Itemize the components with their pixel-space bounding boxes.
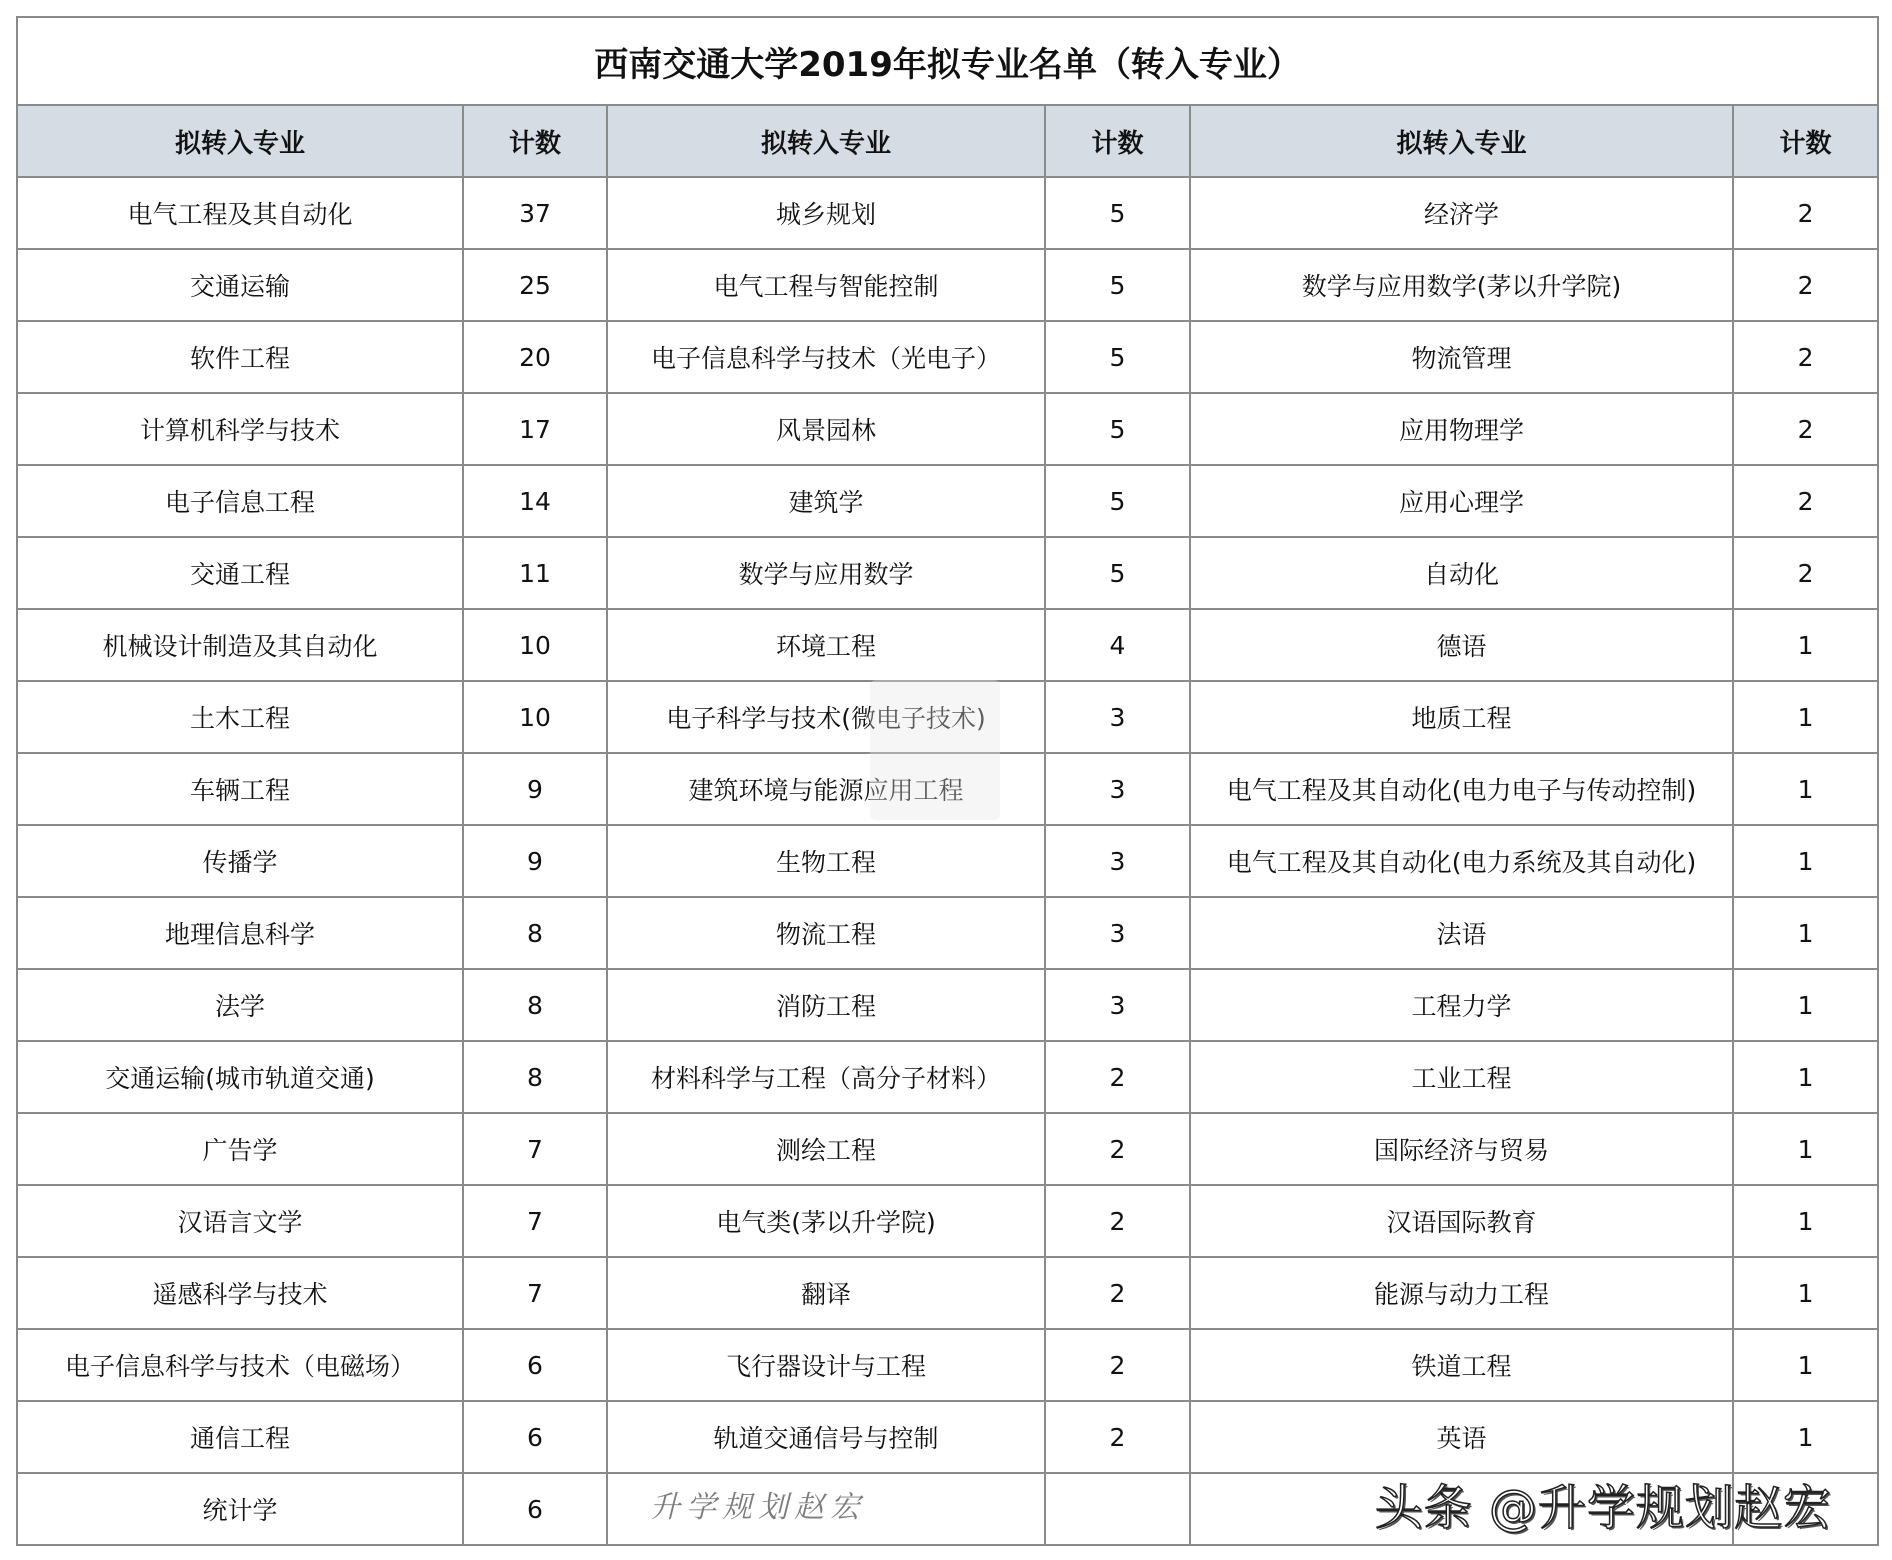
count-cell: 2	[1045, 1041, 1190, 1113]
major-cell: 土木工程	[17, 681, 463, 753]
count-cell: 11	[463, 537, 607, 609]
count-cell: 3	[1045, 681, 1190, 753]
major-cell: 汉语言文学	[17, 1185, 463, 1257]
major-cell: 能源与动力工程	[1190, 1257, 1733, 1329]
major-cell: 交通运输(城市轨道交通)	[17, 1041, 463, 1113]
major-cell: 电气工程及其自动化(电力系统及其自动化)	[1190, 825, 1733, 897]
major-cell: 法学	[17, 969, 463, 1041]
count-cell: 3	[1045, 969, 1190, 1041]
major-cell: 软件工程	[17, 321, 463, 393]
count-cell: 5	[1045, 393, 1190, 465]
count-cell: 2	[1733, 321, 1878, 393]
major-cell: 数学与应用数学	[607, 537, 1045, 609]
table-row	[17, 1185, 1878, 1257]
major-cell: 建筑环境与能源应用工程	[607, 753, 1045, 825]
count-cell: 2	[1733, 537, 1878, 609]
major-cell: 电子信息工程	[17, 465, 463, 537]
table-row	[17, 537, 1878, 609]
count-cell: 1	[1733, 1113, 1878, 1185]
count-cell: 1	[1733, 1401, 1878, 1473]
count-cell: 7	[463, 1185, 607, 1257]
count-cell: 1	[1733, 681, 1878, 753]
major-cell: 计算机科学与技术	[17, 393, 463, 465]
major-cell: 经济学	[1190, 177, 1733, 249]
count-cell: 10	[463, 609, 607, 681]
major-cell: 电气工程及其自动化(电力电子与传动控制)	[1190, 753, 1733, 825]
major-cell: 物流管理	[1190, 321, 1733, 393]
table-row	[17, 1401, 1878, 1473]
count-cell: 2	[1045, 1257, 1190, 1329]
major-cell: 风景园林	[607, 393, 1045, 465]
major-cell: 应用物理学	[1190, 393, 1733, 465]
major-cell: 轨道交通信号与控制	[607, 1401, 1045, 1473]
major-cell: 数学与应用数学(茅以升学院)	[1190, 249, 1733, 321]
major-cell: 测绘工程	[607, 1113, 1045, 1185]
major-cell: 电子信息科学与技术（光电子）	[607, 321, 1045, 393]
major-cell: 建筑学	[607, 465, 1045, 537]
count-cell: 1	[1733, 609, 1878, 681]
major-cell: 材料科学与工程（高分子材料）	[607, 1041, 1045, 1113]
major-cell: 电气工程与智能控制	[607, 249, 1045, 321]
header-major: 拟转入专业	[17, 105, 463, 177]
table-row	[17, 393, 1878, 465]
major-cell: 电子科学与技术(微电子技术)	[607, 681, 1045, 753]
major-cell: 生物工程	[607, 825, 1045, 897]
major-cell: 应用心理学	[1190, 465, 1733, 537]
major-cell: 物流工程	[607, 897, 1045, 969]
count-cell: 1	[1733, 1185, 1878, 1257]
major-cell: 遥感科学与技术	[17, 1257, 463, 1329]
table-row	[17, 249, 1878, 321]
table-row	[17, 825, 1878, 897]
major-cell: 电气工程及其自动化	[17, 177, 463, 249]
major-cell: 法语	[1190, 897, 1733, 969]
major-cell: 汉语国际教育	[1190, 1185, 1733, 1257]
major-cell: 车辆工程	[17, 753, 463, 825]
header-major: 拟转入专业	[1190, 105, 1733, 177]
table-row	[17, 465, 1878, 537]
table-row	[17, 177, 1878, 249]
count-cell: 8	[463, 1041, 607, 1113]
major-cell: 工程力学	[1190, 969, 1733, 1041]
table-row	[17, 897, 1878, 969]
count-cell: 1	[1733, 969, 1878, 1041]
major-cell: 地理信息科学	[17, 897, 463, 969]
count-cell: 2	[1045, 1329, 1190, 1401]
major-cell: 交通工程	[17, 537, 463, 609]
count-cell: 7	[463, 1257, 607, 1329]
table-row	[17, 969, 1878, 1041]
count-cell: 4	[1045, 609, 1190, 681]
watermark-corner: 头条 @升学规划赵宏	[1374, 1480, 1832, 1536]
major-cell: 电气类(茅以升学院)	[607, 1185, 1045, 1257]
count-cell: 2	[1733, 465, 1878, 537]
watermark-avatar-image	[870, 680, 1000, 820]
major-cell: 工业工程	[1190, 1041, 1733, 1113]
count-cell: 1	[1733, 1041, 1878, 1113]
major-cell: 国际经济与贸易	[1190, 1113, 1733, 1185]
count-cell: 3	[1045, 825, 1190, 897]
count-cell: 1	[1733, 897, 1878, 969]
count-cell: 5	[1045, 177, 1190, 249]
count-cell: 2	[1045, 1113, 1190, 1185]
major-cell: 交通运输	[17, 249, 463, 321]
count-cell: 9	[463, 753, 607, 825]
count-cell: 5	[1045, 537, 1190, 609]
major-cell: 机械设计制造及其自动化	[17, 609, 463, 681]
table-row	[17, 321, 1878, 393]
table-row	[17, 1041, 1878, 1113]
major-cell: 翻译	[607, 1257, 1045, 1329]
major-cell: 统计学	[17, 1473, 463, 1545]
watermark-center: 升学规划赵宏	[650, 1490, 866, 1525]
major-cell: 消防工程	[607, 969, 1045, 1041]
count-cell: 20	[463, 321, 607, 393]
count-cell: 8	[463, 969, 607, 1041]
count-cell: 14	[463, 465, 607, 537]
count-cell: 8	[463, 897, 607, 969]
count-cell: 6	[463, 1401, 607, 1473]
header-major: 拟转入专业	[607, 105, 1045, 177]
count-cell: 5	[1045, 249, 1190, 321]
count-cell: 10	[463, 681, 607, 753]
table-row	[17, 1329, 1878, 1401]
major-cell: 自动化	[1190, 537, 1733, 609]
count-cell: 17	[463, 393, 607, 465]
count-cell: 1	[1733, 1257, 1878, 1329]
table-row	[17, 1257, 1878, 1329]
major-cell: 德语	[1190, 609, 1733, 681]
count-cell: 3	[1045, 897, 1190, 969]
count-cell: 6	[463, 1473, 607, 1545]
count-cell	[1045, 1473, 1190, 1545]
count-cell: 5	[1045, 465, 1190, 537]
table-row	[17, 609, 1878, 681]
header-count: 计数	[1045, 105, 1190, 177]
major-cell: 地质工程	[1190, 681, 1733, 753]
major-cell: 铁道工程	[1190, 1329, 1733, 1401]
count-cell: 1	[1733, 825, 1878, 897]
header-count: 计数	[463, 105, 607, 177]
major-cell: 通信工程	[17, 1401, 463, 1473]
count-cell: 2	[1733, 249, 1878, 321]
major-cell: 英语	[1190, 1401, 1733, 1473]
major-cell: 城乡规划	[607, 177, 1045, 249]
major-cell: 环境工程	[607, 609, 1045, 681]
count-cell: 6	[463, 1329, 607, 1401]
major-cell: 飞行器设计与工程	[607, 1329, 1045, 1401]
major-cell: 广告学	[17, 1113, 463, 1185]
count-cell: 2	[1045, 1185, 1190, 1257]
count-cell: 2	[1733, 393, 1878, 465]
count-cell: 9	[463, 825, 607, 897]
major-cell: 传播学	[17, 825, 463, 897]
count-cell: 7	[463, 1113, 607, 1185]
count-cell: 2	[1045, 1401, 1190, 1473]
count-cell: 5	[1045, 321, 1190, 393]
count-cell: 3	[1045, 753, 1190, 825]
count-cell: 1	[1733, 753, 1878, 825]
count-cell: 37	[463, 177, 607, 249]
header-count: 计数	[1733, 105, 1878, 177]
count-cell: 2	[1733, 177, 1878, 249]
count-cell: 1	[1733, 1329, 1878, 1401]
table-title: 西南交通大学2019年拟专业名单（转入专业）	[17, 17, 1878, 105]
table-row	[17, 1113, 1878, 1185]
count-cell: 25	[463, 249, 607, 321]
major-cell: 电子信息科学与技术（电磁场）	[17, 1329, 463, 1401]
